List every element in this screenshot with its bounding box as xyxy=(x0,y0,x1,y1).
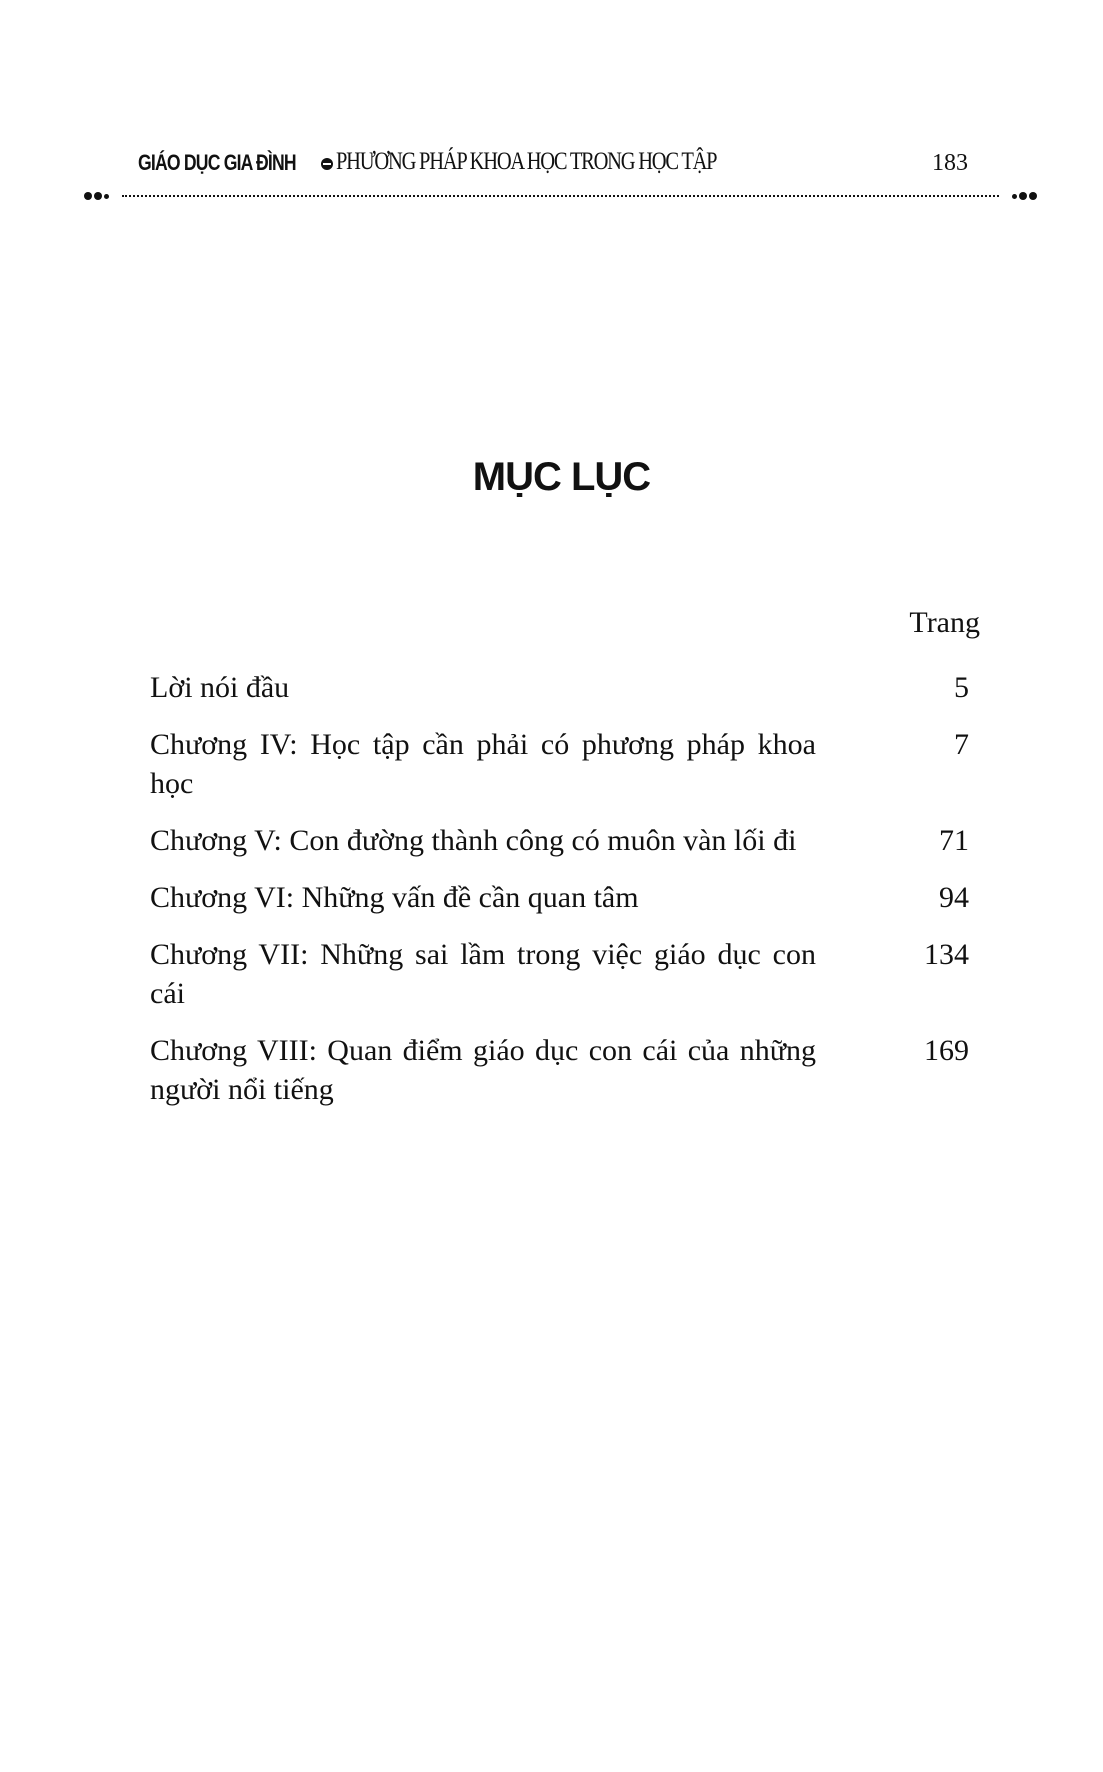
toc-entry-page: 5 xyxy=(954,671,969,704)
divider-cap-right xyxy=(1007,192,1037,200)
toc-entry-page: 7 xyxy=(954,728,969,761)
page-number: 183 xyxy=(932,150,968,176)
toc-entry-title: Chương VI: Những vấn đề cần quan tâm xyxy=(150,881,639,914)
series-name: GIÁO DỤC GIA ĐÌNH xyxy=(138,150,296,175)
toc-entry-title: Chương VII: Những sai lầm trong việc giáo dục con cái xyxy=(150,938,816,1010)
toc-entry[interactable] xyxy=(150,668,980,707)
running-header xyxy=(138,148,968,184)
toc-entry[interactable] xyxy=(150,878,980,917)
toc-entry-page: 94 xyxy=(939,881,969,914)
toc-entry[interactable] xyxy=(150,821,980,860)
divider-cap-left xyxy=(84,192,114,200)
table-of-contents xyxy=(150,668,980,1127)
bullet-icon xyxy=(321,158,333,170)
toc-entry-page: 169 xyxy=(924,1034,969,1067)
toc-entry-title: Lời nói đầu xyxy=(150,671,290,704)
book-title: PHƯƠNG PHÁP KHOA HỌC TRONG HỌC TẬP xyxy=(336,148,717,175)
toc-entry-page: 71 xyxy=(939,824,969,857)
toc-entry-title: Chương V: Con đường thành công có muôn vàn lối đi xyxy=(150,824,797,857)
header-divider xyxy=(84,192,1037,200)
toc-entry[interactable] xyxy=(150,935,980,1013)
toc-entry[interactable] xyxy=(150,1031,980,1109)
toc-entry-title: Chương VIII: Quan điểm giáo dục con cái của những người nổi tiếng xyxy=(150,1034,816,1106)
toc-entry-title: Chương IV: Học tập cần phải có phương pháp khoa học xyxy=(150,728,816,800)
toc-entry-page: 134 xyxy=(924,938,969,971)
page-title: MỤC LỤC xyxy=(472,455,651,499)
toc-entry[interactable] xyxy=(150,725,980,803)
page-column-label: Trang xyxy=(909,606,980,639)
